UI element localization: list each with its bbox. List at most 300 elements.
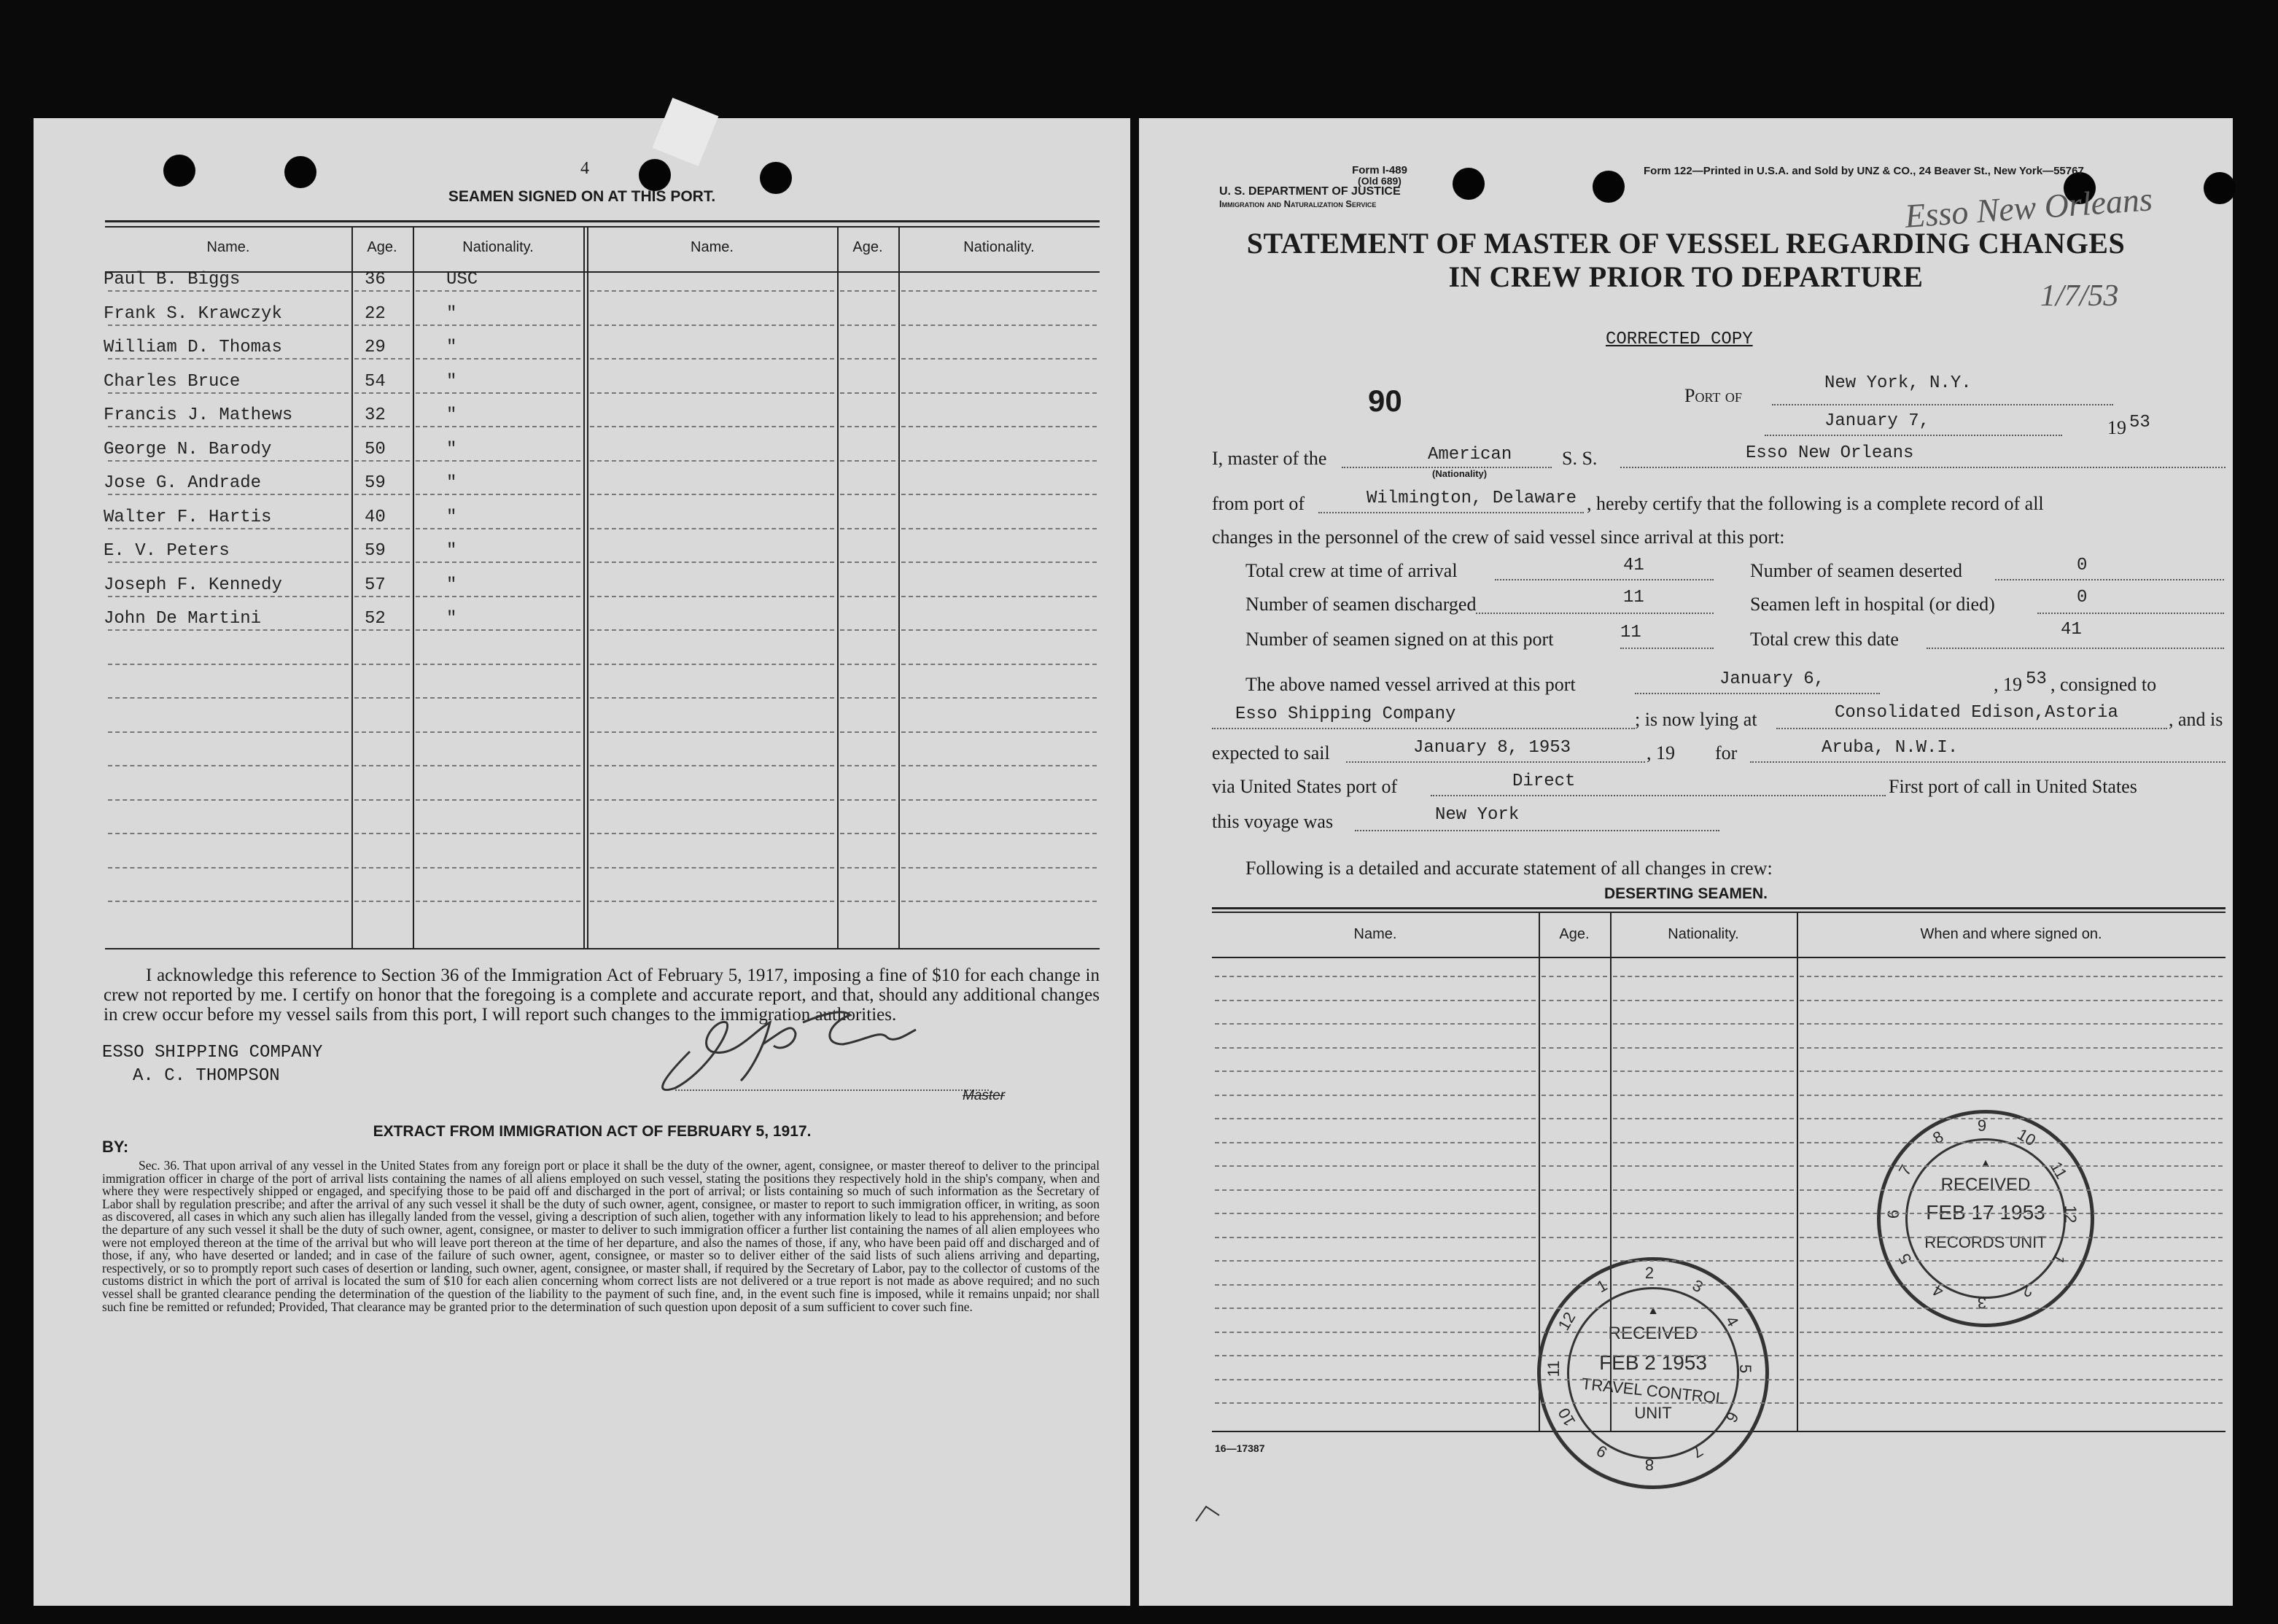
punch-hole (639, 159, 671, 191)
row-line (108, 460, 349, 462)
row-line (840, 358, 895, 360)
seaman-age: 54 (365, 372, 386, 392)
seaman-nationality: " (446, 541, 457, 561)
row-line (1800, 1071, 2223, 1072)
extract-text: Sec. 36. That upon arrival of any vessel in the United States from any foreign port or place it shall be the duty of the owner, agent, consignee, or master thereof to deliver to the principal immigration officer in charge of the port of arrival lists containing the names of all aliens employed on such vessel, stating the positions they respectively hold in the ship's company, when and where they were respectively shipped or engaged, and specifying those to be paid off and discharged in the port of arrival; or lists containing so much of such information as the Secretary of Labor shall by regulation prescribe; and after the arrival of any such vessel it shall be the duty of such owner, agent, consignee, or master to report to such immigration officer, in writing, as soon as discovered, all cases in which any such alien has illegally landed from the vessel, giving a description of such alien, together with any information likely to lead to his apprehension; and before the departure of any such vessel it shall be the duty of such owner, agent, consignee, or master to deliver to such immigration officer a further list containing the names of all alien employees who were not employed thereon at the time of the arrival but who will leave port thereon at the time of her departure, and also the names of those, if any, who have been paid off and discharged and of those, if any, who have deserted or landed; and in case of the failure of such owner, agent, consignee, or master so to deliver either of the said lists of such aliens arriving and departing, respectively, or so to promptly report such cases of desertion or landing, such owner, agent, consignee, or master shall, if required by the Secretary of Labor, pay to the collector of customs of the customs district in which the port of arrival is located the sum of $10 for each alien concerning whom correct lists are not delivered or a true report is not made as above required; and no such vessel shall be granted clearance pending the determination of the question of the liability to the payment of such fine, and, in the event such fine is imposed, while it remains unpaid; nor shall such fine be remitted or refunded; Provided, That clearance may be granted prior to the determination of such question upon deposit of a sum sufficient to cover such fine. (102, 1158, 1100, 1314)
signature-line (675, 1089, 989, 1091)
lying-value: Consolidated Edison,Astoria (1835, 703, 2118, 723)
table-rule (105, 226, 1100, 228)
deserting-header-age: Age. (1559, 926, 1590, 942)
row-line (1542, 1355, 1607, 1356)
row-line (901, 629, 1097, 631)
row-line (1613, 1213, 1794, 1214)
fill-line (1346, 761, 1645, 763)
footer-code: 16—17387 (1215, 1442, 1265, 1454)
row-line (416, 731, 580, 733)
seaman-age: 50 (365, 440, 386, 459)
row-line (1542, 1379, 1607, 1380)
row-line (840, 901, 895, 902)
table-rule (1212, 957, 2225, 958)
row-line (901, 494, 1097, 495)
row-line (840, 290, 895, 292)
form-number: Form I-489 (1352, 164, 1407, 176)
row-line (590, 426, 834, 427)
row-line (108, 358, 349, 360)
vessel-value: Esso New Orleans (1746, 443, 1914, 463)
row-line (1215, 1237, 1536, 1238)
row-line (1215, 1260, 1536, 1262)
row-line (901, 596, 1097, 597)
fill-line (1750, 761, 2225, 763)
row-line (1613, 1332, 1794, 1333)
stamp-ring-number: 8 (1929, 1127, 1946, 1148)
hospital-label: Seamen left in hospital (or died) (1750, 594, 1995, 615)
stamp-unit: RECORDS UNIT (1924, 1233, 2047, 1251)
seaman-name: Walter F. Hartis (104, 508, 272, 527)
row-line (1215, 1165, 1536, 1167)
row-line (901, 562, 1097, 563)
fill-line (1620, 648, 1714, 649)
row-line (108, 290, 349, 292)
from-port-value: Wilmington, Delaware (1367, 489, 1577, 508)
stamp-ring-number: 10 (2013, 1124, 2039, 1150)
row-line (416, 629, 580, 631)
row-line (1800, 1332, 2223, 1333)
consigned-label: , consigned to (2050, 674, 2157, 695)
master-signature (646, 1001, 952, 1095)
row-line (108, 664, 349, 665)
row-line (901, 901, 1097, 902)
stamp-received: RECEIVED (1608, 1324, 1698, 1343)
row-line (590, 867, 834, 869)
row-line (108, 562, 349, 563)
company-name: ESSO SHIPPING COMPANY (102, 1043, 323, 1062)
row-line (1613, 1023, 1794, 1025)
form-title-line1: STATEMENT OF MASTER OF VESSEL REGARDING CHANGES (1246, 227, 2126, 260)
stamp-ring-number: 11 (2046, 1158, 2071, 1182)
row-line (1215, 1332, 1536, 1333)
row-line (1613, 1000, 1794, 1001)
deserting-header-nationality: Nationality. (1668, 926, 1739, 942)
row-line (354, 494, 410, 495)
stamp-ring-number: 5 (1736, 1364, 1754, 1374)
first-port-label: First port of call in United States (1889, 776, 2137, 797)
row-line (1215, 1402, 1536, 1404)
row-line (108, 765, 349, 766)
row-line (840, 325, 895, 326)
column-divider (413, 226, 414, 948)
following-text: Following is a detailed and accurate statement of all changes in crew: (1245, 858, 1773, 879)
stamp-ring-number: 9 (1977, 1116, 1987, 1135)
row-line (108, 697, 349, 699)
row-line (590, 290, 834, 292)
arrived-date: January 6, (1719, 669, 1825, 689)
master-of-label: I, master of the (1212, 448, 1327, 469)
row-line (901, 867, 1097, 869)
row-line (416, 596, 580, 597)
row-line (1613, 1095, 1794, 1096)
row-line (590, 664, 834, 665)
row-line (1800, 1165, 2223, 1167)
row-line (354, 426, 410, 427)
row-line (1800, 1284, 2223, 1286)
certify-text: , hereby certify that the following is a complete record of all (1587, 493, 2044, 514)
row-line (1800, 1237, 2223, 1238)
row-line (354, 833, 410, 834)
row-line (1215, 1379, 1536, 1380)
row-line (354, 799, 410, 801)
from-port-label: from port of (1212, 493, 1305, 514)
row-line (416, 833, 580, 834)
row-line (354, 901, 410, 902)
row-line (354, 325, 410, 326)
first-port-value: New York (1435, 805, 1520, 825)
row-line (1613, 1165, 1794, 1167)
seaman-name: Paul B. Biggs (104, 270, 241, 290)
row-line (1542, 1332, 1607, 1333)
deserted-label: Number of seamen deserted (1750, 560, 1962, 581)
row-line (840, 664, 895, 665)
row-line (1215, 1308, 1536, 1309)
column-header-name: Name. (206, 239, 250, 255)
stamp-ring-number: 1 (1593, 1275, 1610, 1297)
fill-line (1212, 728, 1635, 729)
row-line (1542, 1308, 1607, 1309)
row-line (901, 833, 1097, 834)
row-line (416, 494, 580, 495)
fill-line (1927, 648, 2224, 649)
punch-hole (1593, 171, 1625, 203)
row-line (416, 325, 580, 326)
row-line (416, 765, 580, 766)
column-header-nationality: Nationality. (462, 239, 534, 255)
row-line (590, 731, 834, 733)
stamp-ring-number: 2 (2018, 1281, 2035, 1302)
row-line (1800, 1023, 2223, 1025)
row-line (590, 528, 834, 529)
seaman-age: 36 (365, 270, 386, 290)
hospital-value: 0 (2077, 588, 2088, 607)
seaman-name: John De Martini (104, 609, 262, 629)
row-line (840, 494, 895, 495)
date-value: January 7, (1824, 411, 1930, 431)
row-line (901, 664, 1097, 665)
stamp-ring-number: 3 (1689, 1275, 1706, 1297)
row-line (1215, 1355, 1536, 1356)
row-line (901, 290, 1097, 292)
seaman-name: Charles Bruce (104, 372, 241, 392)
row-line (1800, 1000, 2223, 1001)
row-line (1542, 1047, 1607, 1049)
row-line (590, 325, 834, 326)
voyage-label: this voyage was (1212, 811, 1334, 832)
row-line (416, 426, 580, 427)
row-line (840, 629, 895, 631)
row-line (1613, 1047, 1794, 1049)
arrived-year: 53 (2026, 669, 2047, 689)
row-line (1215, 976, 1536, 977)
column-divider (898, 226, 900, 948)
stamp-ring-number: 6 (1884, 1209, 1902, 1219)
table-rule (105, 220, 1100, 222)
stamp-ring-number: 7 (1894, 1161, 1916, 1178)
row-line (1542, 1237, 1607, 1238)
seaman-age: 59 (365, 473, 386, 493)
table-rule (105, 271, 1100, 273)
row-line (354, 867, 410, 869)
sail-year-prefix: , 19 (1647, 742, 1675, 764)
seaman-nationality: " (446, 338, 457, 357)
row-line (416, 697, 580, 699)
row-line (416, 358, 580, 360)
seaman-age: 22 (365, 304, 386, 324)
stamp-unit: TRAVEL CONTROL (1580, 1374, 1726, 1408)
fill-line (1776, 728, 2167, 729)
seaman-nationality: " (446, 473, 457, 493)
seaman-nationality: " (446, 609, 457, 629)
stamp-ring-number: 1 (2048, 1250, 2069, 1267)
row-line (1613, 1260, 1794, 1262)
table-rule (1212, 907, 2225, 909)
row-line (901, 426, 1097, 427)
printer-line: Form 122—Printed in U.S.A. and Sold by UNZ & CO., 24 Beaver St., New York—55767 (1644, 165, 2084, 177)
arrived-year-prefix: , 19 (1994, 674, 2022, 695)
row-line (416, 562, 580, 563)
seaman-age: 52 (365, 609, 386, 629)
row-line (1215, 1095, 1536, 1096)
row-line (1613, 1071, 1794, 1072)
page-number: 4 (580, 159, 589, 178)
row-line (1542, 1071, 1607, 1072)
row-line (1800, 1260, 2223, 1262)
row-line (901, 358, 1097, 360)
row-line (1542, 1165, 1607, 1167)
form-old-number: (Old 689) (1358, 175, 1402, 187)
row-line (1800, 1189, 2223, 1191)
row-line (1215, 1142, 1536, 1143)
year-suffix: 53 (2129, 413, 2150, 432)
fill-line (2037, 613, 2224, 614)
consignee-value: Esso Shipping Company (1235, 704, 1456, 724)
row-line (1613, 1142, 1794, 1143)
row-line (1542, 1284, 1607, 1286)
stamp-date: FEB 17 1953 (1926, 1201, 2045, 1224)
row-line (108, 528, 349, 529)
row-line (354, 697, 410, 699)
column-header-name: Name. (691, 239, 734, 255)
total-crew-date-value: 41 (2061, 620, 2082, 640)
row-line (1215, 1213, 1536, 1214)
table-rule (105, 948, 1100, 949)
stamp-ring-number: 3 (1977, 1294, 1987, 1312)
table-rule (1212, 912, 2225, 913)
row-line (590, 494, 834, 495)
row-line (1542, 976, 1607, 977)
column-divider (351, 226, 353, 948)
row-line (1542, 1189, 1607, 1191)
left-page (34, 118, 1130, 1606)
stamp-ring-number: 5 (1894, 1250, 1916, 1267)
year-prefix: 19 (2107, 417, 2126, 438)
seaman-name: William D. Thomas (104, 338, 282, 357)
pen-mark (1193, 1502, 1222, 1524)
row-line (354, 392, 410, 394)
row-line (1215, 1071, 1536, 1072)
section-heading: SEAMEN SIGNED ON AT THIS PORT. (448, 188, 716, 205)
signed-on-label: Number of seamen signed on at this port (1245, 629, 1554, 650)
row-line (840, 460, 895, 462)
row-line (840, 833, 895, 834)
row-line (354, 765, 410, 766)
row-line (108, 325, 349, 326)
row-line (901, 799, 1097, 801)
signed-on-value: 11 (1620, 623, 1641, 642)
expected-label: expected to sail (1212, 742, 1330, 764)
row-line (1613, 1189, 1794, 1191)
deserting-heading: DESERTING SEAMEN. (1603, 885, 1768, 902)
row-line (108, 629, 349, 631)
row-line (354, 290, 410, 292)
seaman-nationality: " (446, 304, 457, 324)
total-crew-arrival-value: 41 (1623, 556, 1644, 575)
stamp-ring-number: 11 (1544, 1360, 1563, 1378)
row-line (840, 596, 895, 597)
row-line (108, 392, 349, 394)
row-line (840, 392, 895, 394)
row-line (1613, 1355, 1794, 1356)
row-line (590, 629, 834, 631)
handwritten-vessel: Esso New Orleans (1903, 180, 2154, 235)
ss-label: S. S. (1562, 448, 1598, 469)
row-line (1800, 976, 2223, 977)
corrected-copy: CORRECTED COPY (1606, 330, 1753, 349)
by-label: BY: (102, 1138, 129, 1156)
seaman-nationality: " (446, 575, 457, 595)
seaman-nationality: " (446, 405, 457, 425)
total-crew-arrival-label: Total crew at time of arrival (1245, 560, 1458, 581)
fill-line (1620, 467, 2225, 468)
stamp-ring-number: 12 (2061, 1205, 2080, 1224)
port-value: New York, N.Y. (1824, 373, 1972, 393)
seaman-age: 40 (365, 508, 386, 527)
row-line (354, 596, 410, 597)
column-divider (587, 226, 588, 948)
seaman-name: Joseph F. Kennedy (104, 575, 282, 595)
row-line (901, 460, 1097, 462)
fill-line (1431, 795, 1886, 796)
row-line (416, 664, 580, 665)
row-line (901, 392, 1097, 394)
row-line (1800, 1355, 2223, 1356)
punch-hole (163, 155, 195, 187)
row-line (840, 528, 895, 529)
row-line (354, 731, 410, 733)
row-line (1800, 1142, 2223, 1143)
row-line (1613, 1379, 1794, 1380)
row-line (1800, 1047, 2223, 1049)
stamp-received: RECEIVED (1940, 1175, 2031, 1194)
row-line (1542, 1000, 1607, 1001)
fill-line (1355, 830, 1719, 831)
row-line (590, 562, 834, 563)
seaman-nationality: USC (446, 270, 478, 290)
column-header-nationality: Nationality. (963, 239, 1035, 255)
stamp-ring-number: 12 (1554, 1308, 1579, 1334)
extract-title: EXTRACT FROM IMMIGRATION ACT OF FEBRUARY 5, 1917. (373, 1123, 812, 1140)
acknowledgment-text: I acknowledge this reference to Section 36 of the Immigration Act of February 5, 1917, imposing a fine of $10 for each change in crew not reported by me. I certify on honor that the foregoing is a complete and accurate report, and that, should any additional changes in crew occur before my vessel sails from this port, I will report such changes to the immigration authorities. (104, 966, 1100, 1025)
received-stamp-travel-control: ▲ RECEIVED FEB 2 1953 TRAVEL CONTROL UNIT 2 3 4 5 6 7 8 9 10 11 12 1 (1537, 1257, 1769, 1489)
row-line (901, 325, 1097, 326)
row-line (1215, 1000, 1536, 1001)
fill-line (1772, 404, 2113, 405)
form-count: 90 (1368, 384, 1402, 418)
nationality-caption: (Nationality) (1432, 468, 1488, 479)
row-line (1542, 1260, 1607, 1262)
row-line (840, 426, 895, 427)
row-line (1542, 1142, 1607, 1143)
row-line (1613, 1402, 1794, 1404)
row-line (590, 392, 834, 394)
via-label: via United States port of (1212, 776, 1398, 797)
stamp-ring-number: 4 (1722, 1312, 1743, 1329)
row-line (1215, 1118, 1536, 1119)
row-line (901, 731, 1097, 733)
row-line (840, 697, 895, 699)
seaman-nationality: " (446, 508, 457, 527)
column-divider (583, 226, 585, 948)
row-line (590, 697, 834, 699)
discharged-label: Number of seamen discharged (1245, 594, 1477, 615)
row-line (354, 664, 410, 665)
service: Immigration and Naturalization Service (1219, 198, 1377, 209)
seaman-name: Francis J. Mathews (104, 405, 293, 425)
row-line (108, 867, 349, 869)
row-line (416, 867, 580, 869)
row-line (840, 765, 895, 766)
and-is-label: , and is (2169, 709, 2223, 730)
seaman-name: E. V. Peters (104, 541, 230, 561)
sail-date: January 8, 1953 (1413, 738, 1571, 758)
row-line (416, 901, 580, 902)
row-line (1613, 976, 1794, 977)
row-line (108, 901, 349, 902)
row-line (1542, 1213, 1607, 1214)
row-line (840, 867, 895, 869)
column-divider (1797, 912, 1798, 1431)
row-line (590, 460, 834, 462)
seaman-name: Frank S. Krawczyk (104, 304, 282, 324)
row-line (1800, 1379, 2223, 1380)
row-line (1215, 1284, 1536, 1286)
stamp-date: FEB 2 1953 (1599, 1351, 1707, 1374)
row-line (590, 901, 834, 902)
stamp-ring-number: 10 (1554, 1404, 1579, 1429)
punch-hole (2204, 172, 2236, 204)
row-line (1613, 1237, 1794, 1238)
fill-line (1476, 613, 1714, 614)
row-line (1800, 1402, 2223, 1404)
stamp-ring-number: 8 (1644, 1456, 1655, 1474)
seaman-name: Jose G. Andrade (104, 473, 262, 493)
row-line (354, 358, 410, 360)
row-line (108, 731, 349, 733)
fill-line (1318, 512, 1584, 513)
row-line (108, 799, 349, 801)
row-line (108, 426, 349, 427)
row-line (1613, 1118, 1794, 1119)
row-line (1542, 1023, 1607, 1025)
row-line (840, 799, 895, 801)
